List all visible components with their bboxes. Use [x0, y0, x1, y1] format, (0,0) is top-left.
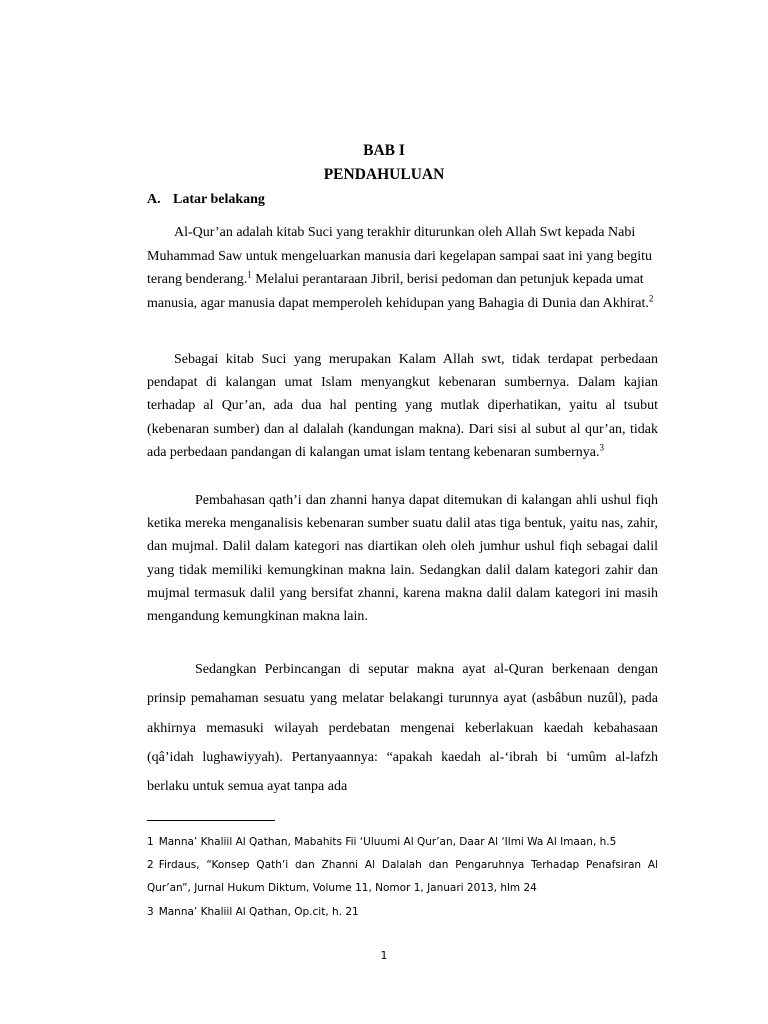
footnote-2: 2 Firdaus, “Konsep Qath’i dan Zhanni Al Dalalah dan Pengaruhnya Terhadap Penafsiran Al Qur’an”, Jurnal Hukum Diktum, Volume 11, Nomor 1, Januari 2013, hlm 24 [147, 859, 658, 894]
section-title: Latar belakang [173, 192, 265, 207]
paragraph-1: Al-Qur’an adalah kitab Suci yang terakhir diturunkan oleh Allah Swt kepada Nabi Muhammad Saw untuk mengeluarkan manusia dari kegelapan sampai saat ini yang begitu terang benderang.$^1$ Melalui perantaraan Jibril, berisi pedoman dan petunjuk kepada umat manusia, agar manusia dapat memperoleh kehidupan yang Bahagia di Dunia dan Akhirat.$^2$ [147, 225, 654, 311]
footnote-ref-1: 1 [247, 269, 252, 280]
section-number: A. [147, 192, 161, 207]
paragraph-3: Pembahasan qath’i dan zhanni hanya dapat ditemukan di kalangan ahli ushul fiqh ketika mereka menganalisis kebenaran sumber suatu dalil atas tiga bentuk, yaitu nas, zahir, dan mujmal. Dalil dalam kategori nas diartikan oleh oleh jumhur ushul fiqh sebagai dalil yang tidak memiliki kemungkinan makna lain. Sedangkan dalil dalam kategori zahir dan mujmal termasuk dalil yang bersifat zhanni, karena makna dalil dalam kategori ini masih mengandung kemungkinan makna lain. [147, 493, 658, 625]
footnote-1: 1 Manna’ Khaliil Al Qathan, Mabahits Fii ‘Uluumi Al Qur’an, Daar Al ‘Ilmi Wa Al Imaan, h.5 [147, 836, 617, 848]
paragraph-2: Sebagai kitab Suci yang merupakan Kalam Allah swt, tidak terdapat perbedaan pendapat di kalangan umat Islam menyangkut kebenaran sumbernya. Dalam kajian terhadap al Qur’an, ada dua hal penting yang mutlak diperhatikan, yaitu al tsubut (kebenaran sumber) dan al dalalah (kandungan makna). Dari sisi al subut al qur’an, tidak ada perbedaan pandangan di kalangan umat islam tentang kebenaran sumbernya.$^3$ [147, 352, 658, 460]
footnote-ref-2: 2 [648, 292, 654, 303]
footnote-separator [147, 820, 275, 821]
paragraph-4: Sedangkan Perbincangan di seputar makna ayat al-Quran berkenaan dengan prinsip pemahaman sesuatu yang melatar belakangi turunnya ayat (asbâbun nuzûl), pada akhirnya memasuki wilayah perdebatan mengenai keberlakuan kaedah kebahasaan (qâ’idah lughawiyyah). Pertanyaannya: “apakah kaedah al-‘ibrah bi ‘umûm al-lafzh berlaku untuk semua ayat tanpa ada [147, 662, 658, 795]
chapter-label: BAB I [363, 142, 405, 159]
section-heading [147, 192, 265, 208]
chapter-title: PENDAHULUAN [323, 166, 445, 183]
footnote-3: 3 Manna’ Khaliil Al Qathan, Op.cit, h. 21 [147, 906, 359, 918]
page-number: 1 [380, 949, 388, 962]
footnote-ref-3: 3 [599, 442, 604, 453]
